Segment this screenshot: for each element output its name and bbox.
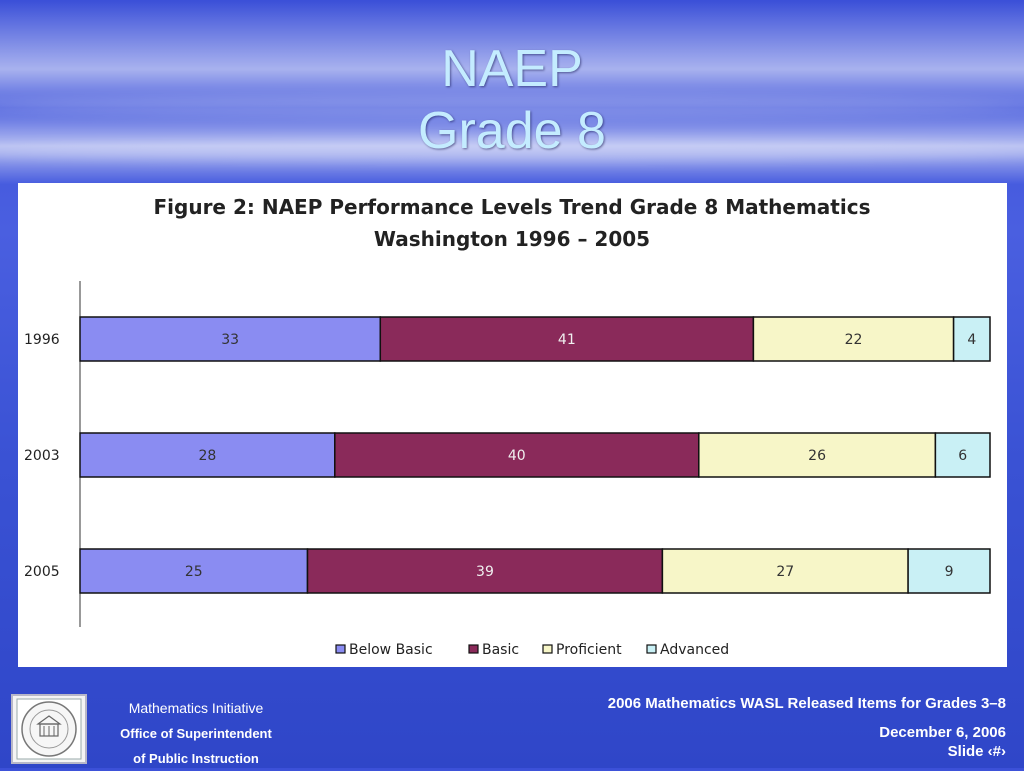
legend-swatch-below-basic [336,645,345,653]
chart-plot-area [24,281,990,627]
chart-legend [336,642,729,658]
y-tick-label-1996: 1996 [24,332,60,348]
stacked-bar-chart [18,183,1007,667]
legend-label-basic: Basic [482,642,520,658]
data-label-2005-advanced: 9 [944,564,954,580]
chart-title: Figure 2: NAEP Performance Levels Trend Grade 8 Mathematics [153,195,871,219]
chart-subtitle: Washington 1996 – 2005 [373,227,651,251]
footer-right [608,694,1006,761]
footer-left [96,696,296,771]
data-label-2003-basic: 40 [507,448,526,464]
data-label-1996-proficient: 22 [844,332,863,348]
footer-presentation-title: 2006 Mathematics WASL Released Items for Grades 3–8 [607,695,1006,712]
legend-swatch-advanced [647,645,656,653]
footer-slide-number: Slide ‹#› [947,743,1006,760]
ospi-seal-logo [11,694,87,764]
legend-swatch-basic [469,645,478,653]
data-label-1996-basic: 41 [557,332,576,348]
legend-label-below-basic: Below Basic [349,642,433,658]
y-tick-label-2003: 2003 [24,448,60,464]
slide-title-line2: Grade 8 [418,102,606,160]
slide-title [0,38,1024,162]
chart-panel [18,183,1007,667]
data-label-2005-basic: 39 [476,564,494,580]
data-label-2005-below-basic: 25 [184,564,203,580]
data-label-2003-below-basic: 28 [198,448,217,464]
footer-org-office: Office of Superintendent [120,726,272,741]
seal-icon [13,696,85,762]
footer-date: December 6, 2006 [879,724,1006,741]
data-label-2003-proficient: 26 [808,448,827,464]
legend-label-advanced: Advanced [660,642,730,658]
data-label-1996-advanced: 4 [967,332,977,348]
slide-title-line1: NAEP [441,40,583,98]
footer-org-initiative: Mathematics Initiative [128,700,264,716]
data-label-2005-proficient: 27 [776,564,795,580]
data-label-1996-below-basic: 33 [221,332,240,348]
y-tick-label-2005: 2005 [24,564,60,580]
legend-swatch-proficient [543,645,552,653]
legend-label-proficient: Proficient [556,642,622,658]
data-label-2003-advanced: 6 [958,448,968,464]
footer-org-instruction: of Public Instruction [133,751,259,766]
